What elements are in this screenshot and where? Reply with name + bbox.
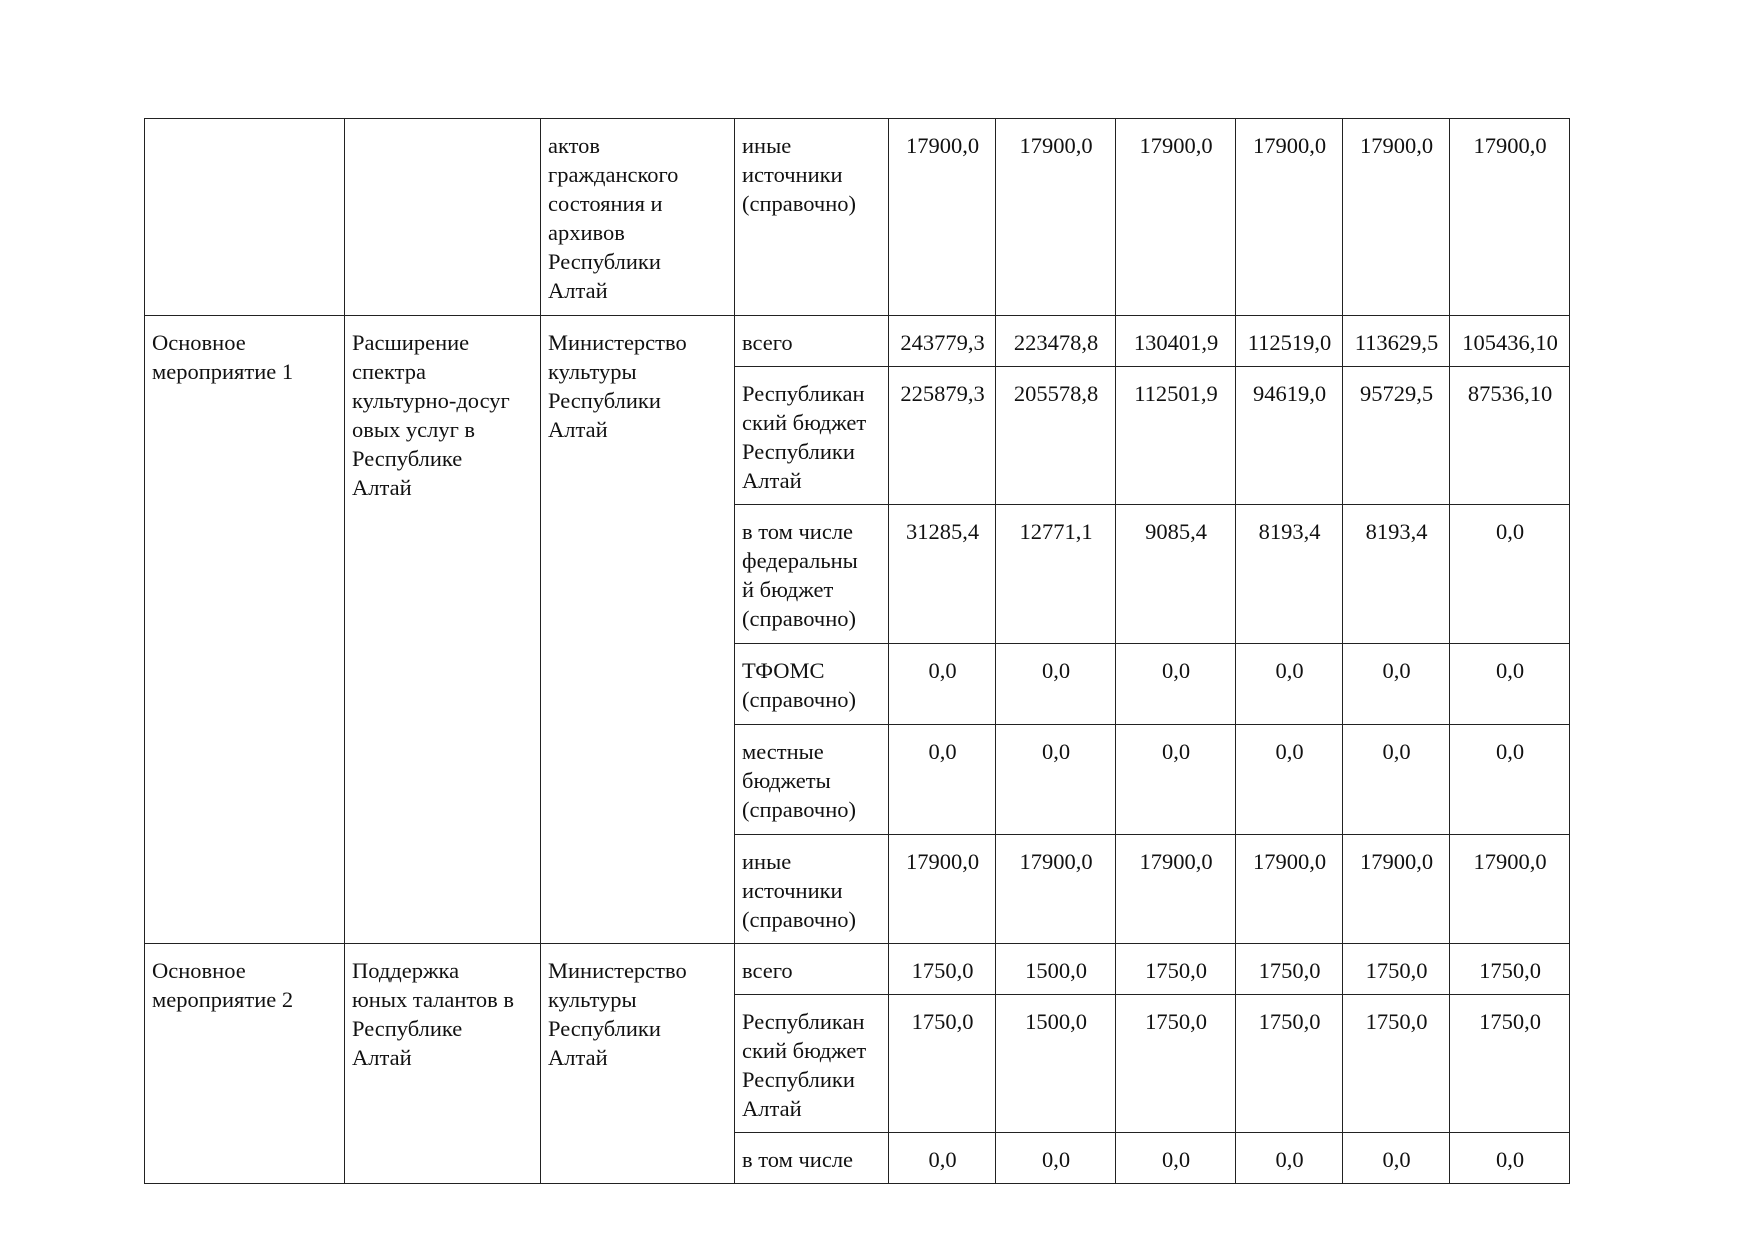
value-cell: 1750,0 (1450, 944, 1570, 995)
value-cell: 130401,9 (1116, 316, 1236, 367)
value-cell: 0,0 (889, 725, 996, 835)
measure-name-cell: Расширение спектра культурно-досуг овых услуг в Республике Алтай (345, 316, 541, 944)
funding-source-cell: в том числе (735, 1133, 889, 1184)
executor-cell: актов гражданского состояния и архивов Республики Алтай (541, 119, 735, 316)
value-cell: 225879,3 (889, 367, 996, 505)
funding-source-cell: всего (735, 316, 889, 367)
value-cell: 0,0 (1236, 1133, 1343, 1184)
funding-source-cell: местные бюджеты (справочно) (735, 725, 889, 835)
value-cell: 1750,0 (1236, 944, 1343, 995)
value-cell: 95729,5 (1343, 367, 1450, 505)
table-row (145, 944, 1570, 995)
value-cell: 0,0 (1450, 505, 1570, 644)
value-cell: 0,0 (1450, 644, 1570, 725)
value-cell: 31285,4 (889, 505, 996, 644)
value-cell: 0,0 (1116, 725, 1236, 835)
value-cell: 1750,0 (1116, 944, 1236, 995)
value-cell: 0,0 (889, 1133, 996, 1184)
value-cell: 17900,0 (1236, 119, 1343, 316)
funding-source-cell: иные источники (справочно) (735, 119, 889, 316)
value-cell: 1750,0 (889, 944, 996, 995)
funding-source-cell: ТФОМС (справочно) (735, 644, 889, 725)
value-cell: 0,0 (1450, 725, 1570, 835)
value-cell: 243779,3 (889, 316, 996, 367)
funding-source-cell: Республикан ский бюджет Республики Алтай (735, 995, 889, 1133)
value-cell: 0,0 (996, 725, 1116, 835)
value-cell: 87536,10 (1450, 367, 1570, 505)
value-cell: 17900,0 (1450, 835, 1570, 944)
value-cell: 0,0 (1450, 1133, 1570, 1184)
value-cell: 8193,4 (1236, 505, 1343, 644)
value-cell: 0,0 (1116, 644, 1236, 725)
value-cell: 1500,0 (996, 995, 1116, 1133)
funding-source-cell: Республикан ский бюджет Республики Алтай (735, 367, 889, 505)
measure-name-cell (345, 119, 541, 316)
executor-cell: Министерство культуры Республики Алтай (541, 944, 735, 1184)
value-cell: 17900,0 (1116, 119, 1236, 316)
value-cell: 0,0 (1236, 725, 1343, 835)
value-cell: 17900,0 (1236, 835, 1343, 944)
value-cell: 17900,0 (1343, 835, 1450, 944)
value-cell: 17900,0 (996, 835, 1116, 944)
funding-source-cell: иные источники (справочно) (735, 835, 889, 944)
executor-cell: Министерство культуры Республики Алтай (541, 316, 735, 944)
value-cell: 0,0 (1236, 644, 1343, 725)
value-cell: 17900,0 (996, 119, 1116, 316)
measure-label-cell: Основное мероприятие 2 (145, 944, 345, 1184)
value-cell: 1750,0 (1343, 944, 1450, 995)
value-cell: 94619,0 (1236, 367, 1343, 505)
value-cell: 1750,0 (1450, 995, 1570, 1133)
value-cell: 1750,0 (1116, 995, 1236, 1133)
value-cell: 0,0 (996, 644, 1116, 725)
value-cell: 105436,10 (1450, 316, 1570, 367)
value-cell: 17900,0 (1343, 119, 1450, 316)
measure-label-cell: Основное мероприятие 1 (145, 316, 345, 944)
funding-source-cell: всего (735, 944, 889, 995)
table-row (145, 119, 1570, 316)
value-cell: 0,0 (1116, 1133, 1236, 1184)
funding-source-cell: в том числе федеральны й бюджет (справочно) (735, 505, 889, 644)
value-cell: 9085,4 (1116, 505, 1236, 644)
value-cell: 113629,5 (1343, 316, 1450, 367)
value-cell: 112501,9 (1116, 367, 1236, 505)
value-cell: 1750,0 (889, 995, 996, 1133)
value-cell: 17900,0 (1450, 119, 1570, 316)
table-row (145, 316, 1570, 367)
value-cell: 0,0 (1343, 1133, 1450, 1184)
value-cell: 205578,8 (996, 367, 1116, 505)
value-cell: 1750,0 (1343, 995, 1450, 1133)
value-cell: 112519,0 (1236, 316, 1343, 367)
value-cell: 12771,1 (996, 505, 1116, 644)
value-cell: 0,0 (1343, 644, 1450, 725)
value-cell: 0,0 (996, 1133, 1116, 1184)
value-cell: 8193,4 (1343, 505, 1450, 644)
measure-label-cell (145, 119, 345, 316)
value-cell: 0,0 (889, 644, 996, 725)
value-cell: 17900,0 (889, 119, 996, 316)
funding-table (144, 118, 1570, 1184)
value-cell: 1500,0 (996, 944, 1116, 995)
value-cell: 0,0 (1343, 725, 1450, 835)
value-cell: 17900,0 (1116, 835, 1236, 944)
value-cell: 1750,0 (1236, 995, 1343, 1133)
value-cell: 17900,0 (889, 835, 996, 944)
value-cell: 223478,8 (996, 316, 1116, 367)
measure-name-cell: Поддержка юных талантов в Республике Алтай (345, 944, 541, 1184)
